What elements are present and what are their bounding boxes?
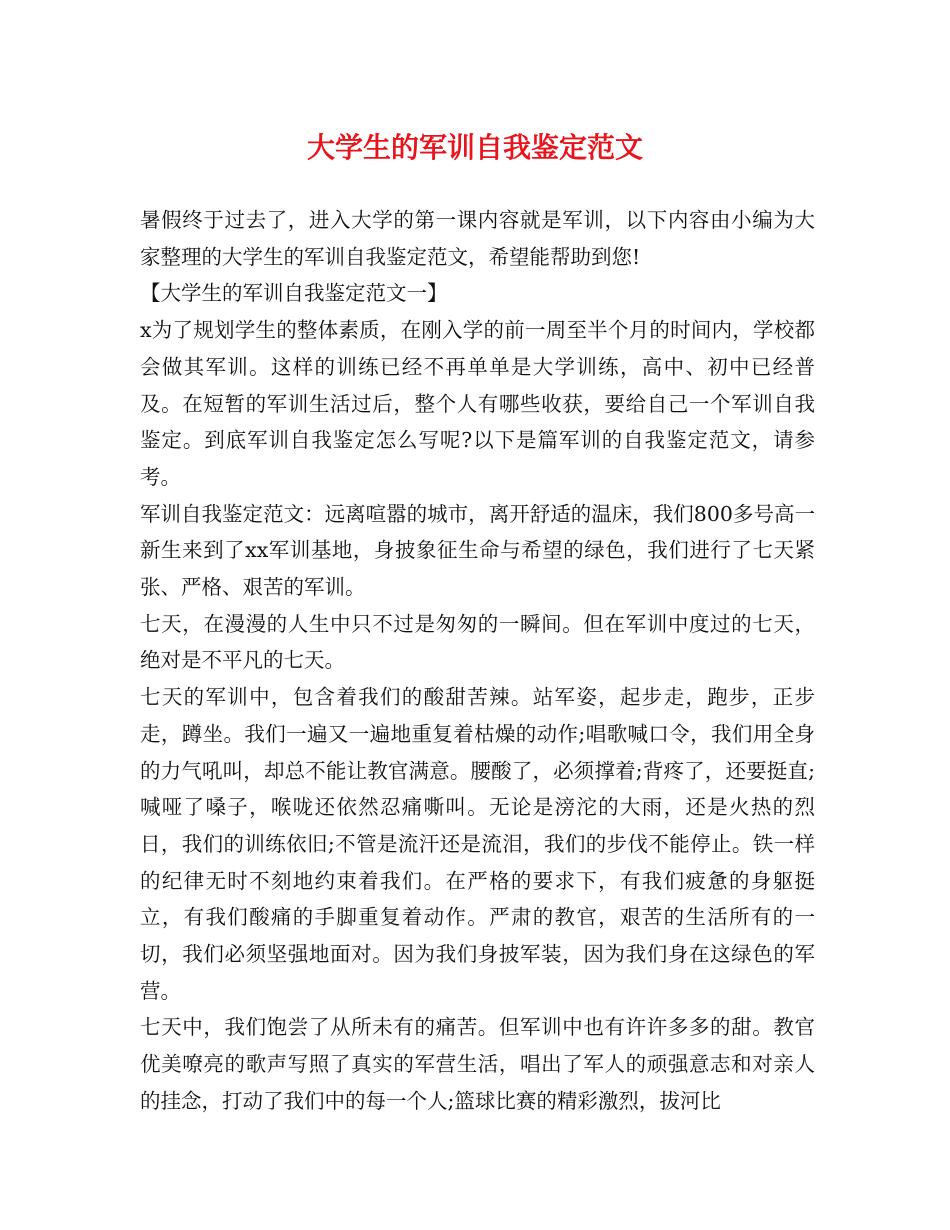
paragraph: 军训自我鉴定范文：远离喧嚣的城市，离开舒适的温床，我们800多号高一新生来到了xx军训基地，身披象征生命与希望的绿色，我们进行了七天紧张、严格、艰苦的军训。	[140, 501, 815, 600]
document-body	[140, 202, 815, 1120]
paragraph-intro: 暑假终于过去了，进入大学的第一课内容就是军训，以下内容由小编为大家整理的大学生的军训自我鉴定范文，希望能帮助到您!	[140, 208, 815, 269]
document-title: 大学生的军训自我鉴定范文	[306, 131, 643, 164]
paragraph: 七天的军训中，包含着我们的酸甜苦辣。站军姿，起步走，跑步，正步走，蹲坐。我们一遍又一遍地重复着枯燥的动作;唱歌喊口令，我们用全身的力气吼叫，却总不能让教官满意。腰酸了，必须撑着;背疼了，还要挺直;喊哑了嗓子，喉咙还依然忍痛嘶叫。无论是滂沱的大雨，还是火热的烈日，我们的训练依旧;不管是流汗还是流泪，我们的步伐不能停止。铁一样的纪律无时不刻地约束着我们。在严格的要求下，有我们疲惫的身躯挺立，有我们酸痛的手脚重复着动作。严肃的教官，艰苦的生活所有的一切，我们必须坚强地面对。因为我们身披军装，因为我们身在这绿色的军营。	[140, 685, 815, 1003]
paragraph: 七天，在漫漫的人生中只不过是匆匆的一瞬间。但在军训中度过的七天，绝对是不平凡的七天。	[140, 611, 815, 673]
paragraph: 七天中，我们饱尝了从所未有的痛苦。但军训中也有许许多多的甜。教官优美嘹亮的歌声写照了真实的军营生活，唱出了军人的顽强意志和对亲人的挂念，打动了我们中的每一个人;篮球比赛的精彩激烈，拔河比	[140, 1015, 815, 1113]
paragraph-section-heading: 【大学生的军训自我鉴定范文一】	[140, 281, 448, 306]
paragraph: x为了规划学生的整体素质，在刚入学的前一周至半个月的时间内，学校都会做其军训。这样的训练已经不再单单是大学训练，高中、初中已经普及。在短暂的军训生活过后，整个人有哪些收获，要给自己一个军训自我鉴定。到底军训自我鉴定怎么写呢?以下是篇军训的自我鉴定范文，请参考。	[140, 318, 815, 489]
